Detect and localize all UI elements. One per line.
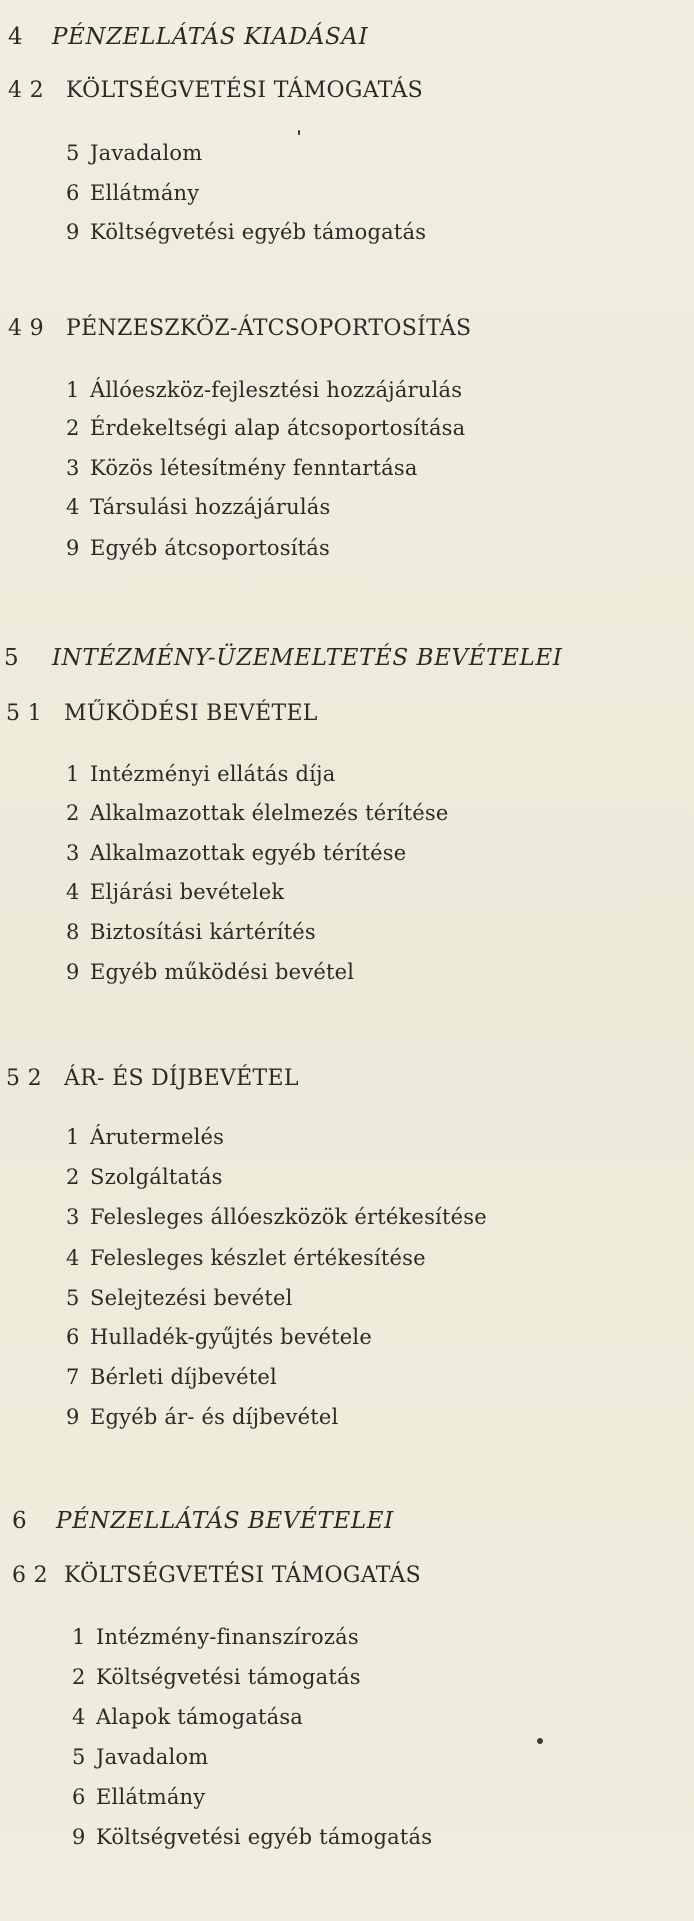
item-code: 4	[66, 880, 80, 904]
item-code: 2	[72, 1665, 86, 1689]
group-title: KÖLTSÉGVETÉSI TÁMOGATÁS	[64, 1563, 422, 1588]
item-label: Érdekeltségi alap átcsoportosítása	[90, 416, 466, 440]
item-code: 6	[72, 1785, 86, 1809]
item-code: 1	[66, 1125, 80, 1149]
group-heading-4-9	[8, 318, 471, 340]
list-item	[66, 418, 465, 439]
group-code: 6 2	[12, 1563, 48, 1588]
item-code: 4	[66, 495, 80, 519]
list-item	[66, 1207, 487, 1228]
section-title: INTÉZMÉNY-ÜZEMELTETÉS BEVÉTELEI	[52, 645, 563, 671]
group-code: 5 1	[6, 701, 42, 726]
list-item	[66, 497, 330, 518]
item-label: Szolgáltatás	[90, 1165, 223, 1189]
item-label: Selejtezési bevétel	[90, 1286, 293, 1310]
item-code: 2	[66, 416, 80, 440]
item-code: 2	[66, 801, 80, 825]
list-item	[66, 458, 418, 479]
list-item	[66, 143, 202, 164]
group-heading-5-1	[6, 703, 318, 725]
list-item	[66, 1248, 426, 1269]
list-item	[72, 1627, 359, 1648]
item-code: 3	[66, 841, 80, 865]
item-code: 3	[66, 456, 80, 480]
section-heading-6	[12, 1510, 394, 1533]
item-code: 5	[72, 1745, 86, 1769]
item-code: 6	[66, 1325, 80, 1349]
item-label: Felesleges állóeszközök értékesítése	[90, 1205, 487, 1229]
section-title: PÉNZELLÁTÁS BEVÉTELEI	[56, 1508, 394, 1534]
item-label: Eljárási bevételek	[90, 880, 285, 904]
section-code: 4	[8, 24, 23, 50]
item-label: Javadalom	[90, 141, 203, 165]
item-label: Költségvetési egyéb támogatás	[96, 1825, 433, 1849]
scan-speck	[537, 1738, 543, 1744]
item-label: Hulladék-gyűjtés bevétele	[90, 1325, 372, 1349]
list-item	[66, 764, 335, 785]
scan-speck	[298, 130, 300, 135]
list-item	[72, 1667, 361, 1688]
item-label: Egyéb működési bevétel	[90, 960, 355, 984]
item-label: Költségvetési egyéb támogatás	[90, 220, 427, 244]
list-item	[66, 1167, 223, 1188]
section-code: 5	[4, 645, 19, 671]
section-heading-5	[4, 647, 562, 670]
group-code: 4 2	[8, 78, 44, 103]
list-item	[72, 1747, 208, 1768]
list-item	[66, 1367, 277, 1388]
item-label: Egyéb ár- és díjbevétel	[90, 1405, 339, 1429]
list-item	[66, 882, 284, 903]
item-label: Intézményi ellátás díja	[90, 762, 336, 786]
list-item	[72, 1787, 205, 1808]
item-label: Közös létesítmény fenntartása	[90, 456, 418, 480]
item-code: 1	[66, 762, 80, 786]
item-label: Intézmény-finanszírozás	[96, 1625, 359, 1649]
group-title: ÁR- ÉS DÍJBEVÉTEL	[64, 1066, 299, 1091]
item-code: 1	[72, 1625, 86, 1649]
list-item	[66, 1288, 293, 1309]
item-label: Alkalmazottak élelmezés térítése	[90, 801, 449, 825]
item-label: Árutermelés	[90, 1125, 225, 1149]
group-code: 4 9	[8, 316, 44, 341]
group-title: MŰKÖDÉSI BEVÉTEL	[64, 701, 318, 726]
item-label: Alapok támogatása	[96, 1705, 304, 1729]
item-label: Állóeszköz-fejlesztési hozzájárulás	[90, 378, 463, 402]
item-label: Egyéb átcsoportosítás	[90, 536, 330, 560]
item-code: 4	[66, 1246, 80, 1270]
group-code: 5 2	[6, 1066, 42, 1091]
list-item	[66, 1327, 372, 1348]
item-label: Társulási hozzájárulás	[90, 495, 331, 519]
item-label: Biztosítási kártérítés	[90, 920, 316, 944]
item-code: 9	[66, 960, 80, 984]
group-heading-4-2	[8, 80, 423, 102]
item-code: 5	[66, 1286, 80, 1310]
item-code: 3	[66, 1205, 80, 1229]
item-code: 6	[66, 181, 80, 205]
section-code: 6	[12, 1508, 27, 1534]
item-label: Alkalmazottak egyéb térítése	[90, 841, 407, 865]
list-item	[66, 962, 354, 983]
item-code: 9	[66, 536, 80, 560]
list-item	[66, 1407, 338, 1428]
list-item	[66, 1127, 224, 1148]
item-label: Ellátmány	[96, 1785, 206, 1809]
group-heading-6-2	[12, 1565, 421, 1587]
list-item	[72, 1827, 432, 1848]
item-code: 5	[66, 141, 80, 165]
section-heading-4	[8, 26, 368, 49]
list-item	[66, 380, 462, 401]
list-item	[66, 538, 330, 559]
item-label: Költségvetési támogatás	[96, 1665, 361, 1689]
section-title: PÉNZELLÁTÁS KIADÁSAI	[52, 24, 369, 50]
list-item	[66, 803, 448, 824]
list-item	[66, 922, 316, 943]
item-code: 9	[72, 1825, 86, 1849]
item-code: 9	[66, 220, 80, 244]
item-code: 8	[66, 920, 80, 944]
item-label: Javadalom	[96, 1745, 209, 1769]
list-item	[72, 1707, 303, 1728]
list-item	[66, 183, 199, 204]
item-code: 2	[66, 1165, 80, 1189]
group-heading-5-2	[6, 1068, 299, 1090]
item-code: 9	[66, 1405, 80, 1429]
item-label: Felesleges készlet értékesítése	[90, 1246, 426, 1270]
item-label: Ellátmány	[90, 181, 200, 205]
item-code: 1	[66, 378, 80, 402]
group-title: KÖLTSÉGVETÉSI TÁMOGATÁS	[66, 78, 424, 103]
item-code: 7	[66, 1365, 80, 1389]
group-title: PÉNZESZKÖZ-ÁTCSOPORTOSÍTÁS	[66, 316, 472, 341]
list-item	[66, 843, 406, 864]
list-item	[66, 222, 426, 243]
item-code: 4	[72, 1705, 86, 1729]
item-label: Bérleti díjbevétel	[90, 1365, 277, 1389]
